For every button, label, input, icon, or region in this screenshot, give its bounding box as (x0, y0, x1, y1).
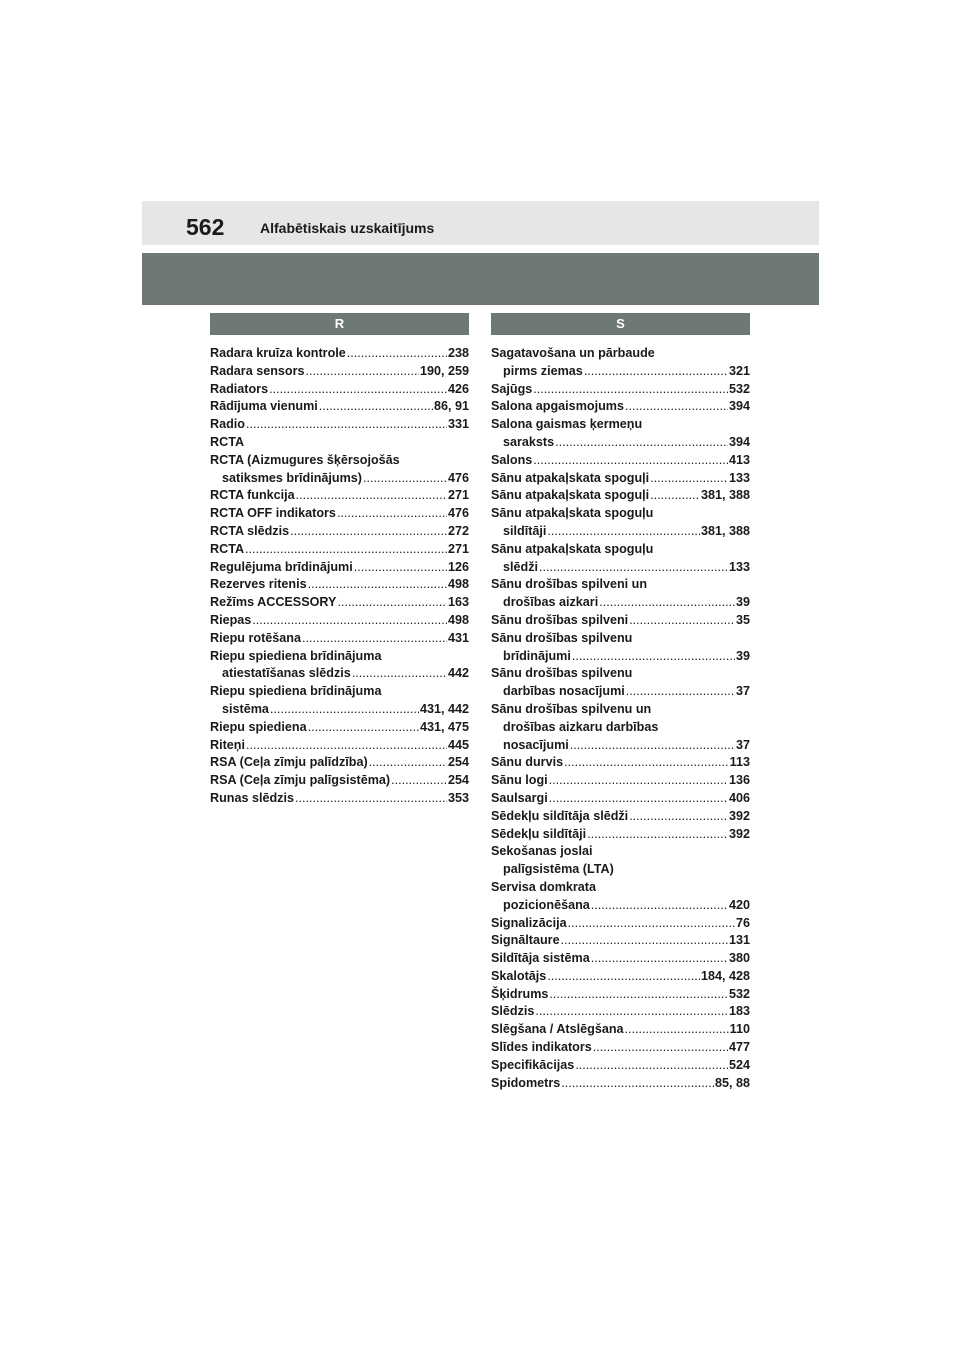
index-entry (491, 1021, 750, 1039)
index-entry (210, 754, 469, 772)
index-entry (491, 808, 750, 826)
index-entry-label: Signalizācija (491, 915, 567, 930)
dot-leader (549, 986, 728, 1004)
dot-leader (591, 950, 728, 968)
index-entry-page: 498 (447, 612, 469, 627)
section-title: Alfabētiskais uzskaitījums (260, 220, 435, 236)
index-entry-label: RCTA slēdzis (210, 523, 290, 538)
index-entry (210, 470, 469, 488)
dot-leader (547, 968, 700, 986)
dot-leader (561, 1075, 714, 1093)
index-entry (210, 719, 469, 737)
index-entry-label: Regulējuma brīdinājumi (210, 559, 353, 574)
index-entry (491, 879, 750, 897)
index-entry-label: Rādījuma vienumi (210, 399, 318, 414)
index-entry-label: Signāltaure (491, 933, 560, 948)
index-column-r (210, 313, 469, 808)
index-entry-page: 392 (728, 826, 750, 841)
index-entry-label: Sānu atpakaļskata spoguļi (491, 470, 650, 485)
index-entry-label: satiksmes brīdinājums) (222, 470, 362, 485)
index-entry-label: Radiators (210, 381, 269, 396)
dot-leader (270, 701, 419, 719)
index-entry (491, 986, 750, 1004)
index-entry (210, 630, 469, 648)
index-entry (210, 683, 469, 701)
index-entry-label: Šķidrums (491, 986, 549, 1001)
index-entry-page: 476 (447, 506, 469, 521)
index-entry (491, 630, 750, 648)
index-entry (491, 541, 750, 559)
index-entry-label: drošības aizkari (503, 595, 599, 610)
dot-leader (629, 808, 728, 826)
dot-leader (352, 665, 447, 683)
index-entry-page: 431, 442 (419, 701, 469, 716)
index-entry-label: pozicionēšana (503, 897, 590, 912)
index-entry-page: 406 (728, 790, 750, 805)
index-entry (491, 523, 750, 541)
dot-leader (246, 416, 447, 434)
index-entry-label: Sānu logi (491, 773, 548, 788)
index-entry-page: 254 (447, 755, 469, 770)
index-entry (491, 772, 750, 790)
index-entry-label: saraksts (503, 434, 555, 449)
dot-leader (308, 719, 419, 737)
index-entry-label: Sānu drošības spilvenu (491, 666, 633, 681)
index-entry-label: nosacījumi (503, 737, 569, 752)
index-entry-label: Sagatavošana un pārbaude (491, 346, 655, 360)
index-entry-label: Sānu atpakaļskata spoguļi (491, 488, 650, 503)
index-entry (491, 683, 750, 701)
dot-leader (584, 363, 728, 381)
index-entry (210, 363, 469, 381)
index-entry (491, 1075, 750, 1093)
dot-leader (295, 790, 447, 808)
index-entry-label: RSA (Ceļa zīmju palīgsistēma) (210, 773, 391, 788)
index-entry-label: Sajūgs (491, 381, 533, 396)
index-entry-label: Radara kruīza kontrole (210, 346, 346, 360)
dot-leader (555, 434, 728, 452)
index-entry (491, 1057, 750, 1075)
dot-leader (533, 452, 728, 470)
index-entry-page: 392 (728, 808, 750, 823)
index-entry-label: Runas slēdzis (210, 790, 294, 805)
index-entry (491, 932, 750, 950)
index-entry (210, 701, 469, 719)
index-entries-r (210, 345, 469, 808)
index-entry-label: Sēdekļu sildītāji (491, 826, 587, 841)
dot-leader (625, 398, 728, 416)
index-entry (491, 452, 750, 470)
index-entry-label: atiestatīšanas slēdzis (222, 666, 351, 681)
dot-leader (650, 470, 728, 488)
index-entry (491, 1039, 750, 1057)
index-entry (491, 950, 750, 968)
index-entry-label: slēdži (503, 559, 538, 574)
index-entry (491, 915, 750, 933)
index-entry-label: Riepas (210, 612, 252, 627)
index-entry (491, 897, 750, 915)
dot-leader (575, 1057, 728, 1075)
index-entry-label: Sānu drošības spilvenu un (491, 701, 652, 716)
index-entry-label: Sānu atpakaļskata spoguļu (491, 541, 654, 556)
index-entry-page: 394 (728, 434, 750, 449)
dot-leader (337, 505, 447, 523)
index-entry-page: 271 (447, 488, 469, 503)
index-entry-label: Sildītāja sistēma (491, 951, 590, 966)
index-entry-label: Riepu spiediena brīdinājuma (210, 684, 382, 699)
index-entry (210, 434, 469, 452)
index-entry-label: Sēdekļu sildītāja slēdži (491, 808, 629, 823)
dot-leader (591, 897, 728, 915)
index-entry (491, 416, 750, 434)
index-entry-label: Slīdes indikators (491, 1040, 592, 1055)
index-entry-page: 476 (447, 470, 469, 485)
index-entry-label: Spidometrs (491, 1075, 561, 1090)
index-entry (491, 968, 750, 986)
index-entry (491, 826, 750, 844)
dot-leader (354, 559, 447, 577)
index-entry (491, 594, 750, 612)
index-entry-label: Radio (210, 417, 245, 432)
dot-leader (533, 381, 728, 399)
index-entry-page: 37 (735, 684, 750, 699)
index-entry (210, 541, 469, 559)
index-entry-page: 380 (728, 951, 750, 966)
index-entry-page: 431 (447, 630, 469, 645)
index-entry (210, 594, 469, 612)
index-entry-page: 524 (728, 1057, 750, 1072)
index-entry-label: Slēgšana / Atslēgšana (491, 1022, 624, 1037)
index-entry-label: brīdinājumi (503, 648, 571, 663)
index-entry-label: Režīms ACCESSORY (210, 595, 337, 610)
header-band (142, 201, 819, 245)
index-entry (491, 345, 750, 363)
index-entry-label: palīgsistēma (LTA) (503, 862, 614, 877)
index-entry (491, 719, 750, 737)
index-entry (210, 559, 469, 577)
dot-leader (308, 576, 447, 594)
index-entry (491, 612, 750, 630)
index-entry (210, 737, 469, 755)
index-entry-page: 133 (728, 559, 750, 574)
index-entry (491, 434, 750, 452)
index-entry-label: Specifikācijas (491, 1057, 575, 1072)
index-entry (491, 665, 750, 683)
index-entry-label: sistēma (222, 701, 269, 716)
index-entry-label: RCTA (210, 434, 245, 449)
index-entry-label: Sekošanas joslai (491, 844, 593, 859)
index-entry-label: Rezerves ritenis (210, 577, 307, 592)
dot-leader (561, 932, 728, 950)
dot-leader (539, 559, 728, 577)
index-entry (210, 416, 469, 434)
dot-leader (564, 754, 729, 772)
index-entry-label: Salona apgaismojums (491, 399, 624, 414)
index-entry-page: 190, 259 (419, 363, 469, 378)
index-entry (491, 505, 750, 523)
index-entry (210, 648, 469, 666)
index-entry (210, 452, 469, 470)
index-entry-page: 532 (728, 986, 750, 1001)
dot-leader (535, 1003, 728, 1021)
index-entry (491, 648, 750, 666)
index-entry-label: Slēdzis (491, 1004, 535, 1019)
index-entry-label: Riteņi (210, 737, 245, 752)
index-entry-label: darbības nosacījumi (503, 684, 625, 699)
index-entry-page: 381, 388 (700, 488, 750, 503)
index-entry (491, 398, 750, 416)
index-entry-page: 498 (447, 577, 469, 592)
dot-leader (296, 487, 447, 505)
index-entry-page: 532 (728, 381, 750, 396)
index-entry-label: sildītāji (503, 523, 547, 538)
index-entry (210, 345, 469, 363)
index-entry (491, 576, 750, 594)
index-entry-page: 426 (447, 381, 469, 396)
dot-leader (347, 345, 447, 363)
dot-leader (337, 594, 447, 612)
index-entry (491, 470, 750, 488)
page-number: 562 (186, 214, 225, 240)
index-entry-label: Sānu atpakaļskata spoguļu (491, 506, 654, 521)
index-entry-page: 254 (447, 773, 469, 788)
dot-leader (391, 772, 447, 790)
dot-leader (650, 487, 700, 505)
index-entry (210, 523, 469, 541)
index-entry-page: 353 (447, 790, 469, 805)
dot-leader (626, 683, 735, 701)
index-entry (491, 754, 750, 772)
index-entry-page: 86, 91 (433, 399, 469, 414)
index-entry (491, 363, 750, 381)
index-entry (210, 772, 469, 790)
index-entry (491, 559, 750, 577)
index-entry-label: Salons (491, 452, 533, 467)
index-entry-label: Riepu spiediena (210, 719, 307, 734)
index-column-s (491, 313, 750, 1092)
index-entry-page: 39 (735, 595, 750, 610)
index-entry (210, 381, 469, 399)
index-entry-page: 184, 428 (700, 968, 750, 983)
index-entries-s (491, 345, 750, 1092)
index-entry-page: 39 (735, 648, 750, 663)
dot-leader (599, 594, 735, 612)
index-entry-page: 76 (735, 915, 750, 930)
index-entry-label: pirms ziemas (503, 363, 583, 378)
index-entry-label: Sānu durvis (491, 755, 564, 770)
index-entry-page: 131 (728, 933, 750, 948)
index-entry-page: 381, 388 (700, 523, 750, 538)
dot-leader (629, 612, 735, 630)
index-entry (491, 790, 750, 808)
dot-leader (290, 523, 447, 541)
index-entry-label: Salona gaismas ķermeņu (491, 417, 643, 432)
index-entry-page: 394 (728, 399, 750, 414)
dot-leader (549, 790, 728, 808)
index-entry-page: 163 (447, 595, 469, 610)
dot-leader (547, 523, 700, 541)
index-entry-label: Saulsargi (491, 790, 548, 805)
index-entry-label: drošības aizkaru darbības (503, 719, 659, 734)
dot-leader (369, 754, 447, 772)
index-entry-page: 445 (447, 737, 469, 752)
index-entry-page: 85, 88 (714, 1075, 750, 1090)
index-entry-page: 331 (447, 417, 469, 432)
index-entry-page: 321 (728, 363, 750, 378)
title-bar (142, 253, 819, 305)
dot-leader (363, 470, 447, 488)
index-entry-page: 110 (729, 1022, 750, 1037)
letter-heading-r: R (210, 313, 469, 335)
index-entry (210, 505, 469, 523)
dot-leader (570, 737, 735, 755)
index-entry-page: 126 (447, 559, 469, 574)
dot-leader (568, 915, 735, 933)
letter-heading-s: S (491, 313, 750, 335)
dot-leader (306, 363, 419, 381)
dot-leader (269, 381, 447, 399)
index-entry-label: RCTA (210, 541, 245, 556)
index-entry-label: Sānu drošības spilveni un (491, 577, 648, 592)
index-entry-page: 442 (447, 666, 469, 681)
dot-leader (587, 826, 728, 844)
index-entry (210, 576, 469, 594)
index-entry-label: Riepu spiediena brīdinājuma (210, 648, 382, 663)
index-entry-label: Sānu drošības spilveni (491, 612, 629, 627)
dot-leader (625, 1021, 729, 1039)
index-entry-page: 238 (447, 346, 469, 360)
index-entry-page: 413 (728, 452, 750, 467)
dot-leader (572, 648, 735, 666)
index-entry-label: RCTA (Aizmugures šķērsojošās (210, 452, 400, 467)
index-entry-page: 133 (728, 470, 750, 485)
dot-leader (245, 541, 447, 559)
dot-leader (252, 612, 447, 630)
index-entry-page: 183 (728, 1004, 750, 1019)
index-entry (491, 487, 750, 505)
index-entry-page: 420 (728, 897, 750, 912)
index-entry (210, 665, 469, 683)
index-entry (491, 701, 750, 719)
index-entry-label: Radara sensors (210, 363, 305, 378)
index-entry (491, 843, 750, 861)
index-entry-label: RCTA OFF indikators (210, 506, 336, 521)
index-entry-label: Servisa domkrata (491, 879, 597, 894)
index-entry-label: Skalotājs (491, 968, 547, 983)
index-entry-page: 35 (735, 612, 750, 627)
index-entry (491, 1003, 750, 1021)
index-entry (491, 861, 750, 879)
index-entry (210, 487, 469, 505)
index-entry-page: 136 (728, 773, 750, 788)
index-entry (210, 790, 469, 808)
index-entry (491, 737, 750, 755)
index-entry-page: 431, 475 (419, 719, 469, 734)
index-entry-label: Sānu drošības spilvenu (491, 630, 633, 645)
index-entry (491, 381, 750, 399)
index-entry-label: RSA (Ceļa zīmju palīdzība) (210, 755, 368, 770)
dot-leader (302, 630, 447, 648)
index-entry-page: 477 (728, 1040, 750, 1055)
index-entry-page: 271 (447, 541, 469, 556)
index-entry (210, 612, 469, 630)
dot-leader (246, 737, 447, 755)
index-entry-page: 37 (735, 737, 750, 752)
index-entry-label: Riepu rotēšana (210, 630, 301, 645)
index-entry-page: 113 (729, 755, 750, 770)
dot-leader (593, 1039, 728, 1057)
index-entry-page: 272 (447, 523, 469, 538)
dot-leader (319, 398, 433, 416)
index-entry-label: RCTA funkcija (210, 488, 295, 503)
dot-leader (549, 772, 728, 790)
index-entry (210, 398, 469, 416)
